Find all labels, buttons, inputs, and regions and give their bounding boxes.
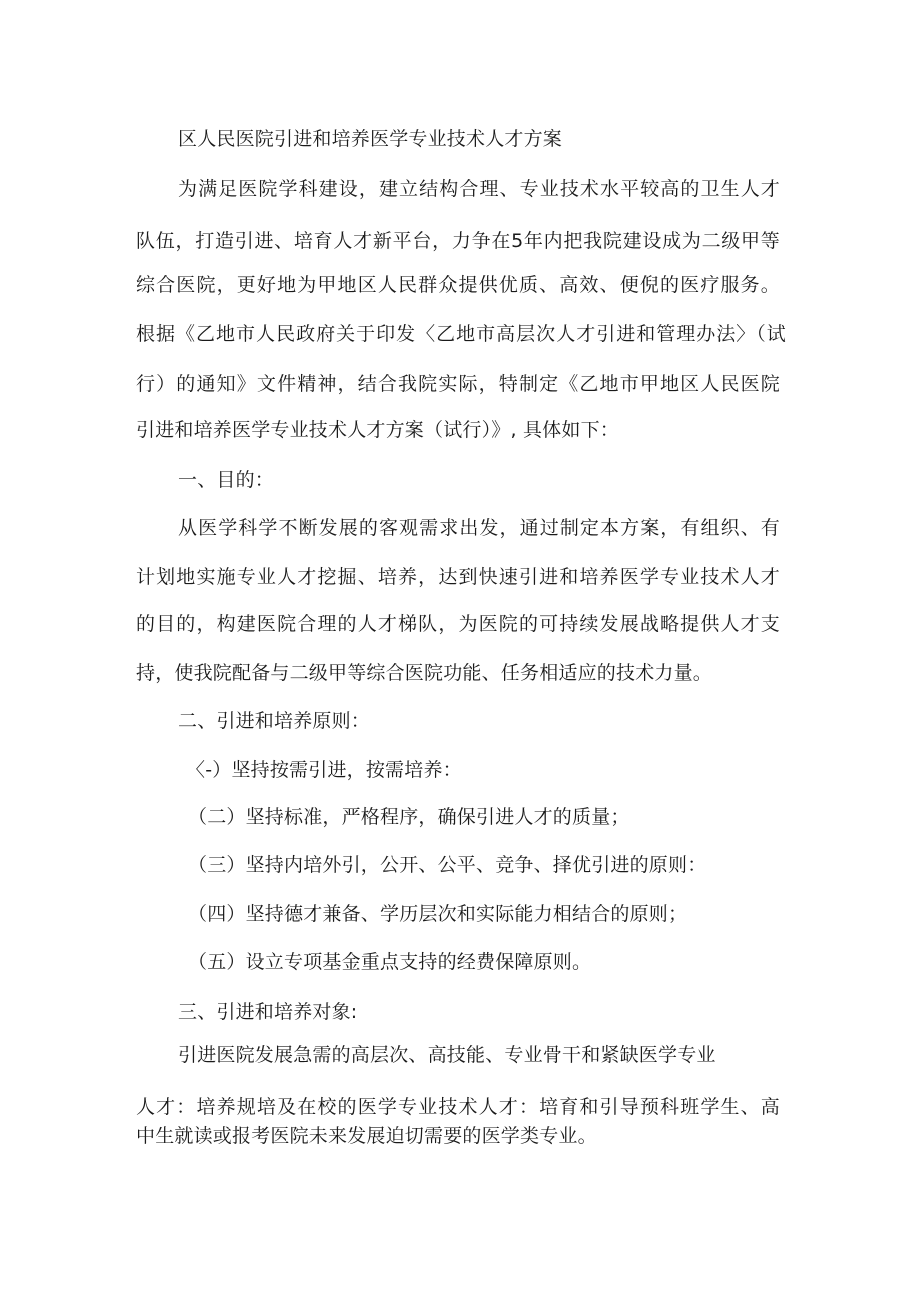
intro-line-2: 队伍，打造引进、培育人才新平台，力争在5年内把我院建设成为二级甲等 (136, 230, 780, 252)
section-2-item-2: （二）坚持标准，严格程序，确保引进人才的质量； (188, 806, 630, 828)
section-2-item-5: （五）设立专项基金重点支持的经费保障原则。 (188, 951, 592, 973)
section-1-line-1: 从医学科学不断发展的客观需求出发，通过制定本方案，有组织、有 (178, 517, 780, 539)
section-2-item-1: 〈-）坚持按需引进，按需培养： (186, 759, 462, 781)
intro-line-1: 为满足医院学科建设，建立结构合理、专业技术水平较高的卫生人才 (178, 178, 780, 200)
intro-line-3: 综合医院，更好地为甲地区人民群众提供优质、高效、便倪的医疗服务。 (136, 274, 780, 296)
section-1-line-2: 计划地实施专业人才挖掘、培养，达到快速引进和培养医学专业技术人才 (136, 566, 780, 588)
section-2-heading: 二、引进和培养原则： (178, 710, 371, 732)
section-2-item-3: （三）坚持内培外引，公开、公平、竞争、择优引进的原则： (188, 854, 707, 876)
section-3-line-1: 引进医院发展急需的高层次、高技能、专业骨干和紧缺医学专业 (178, 1044, 716, 1066)
document-title: 区人民医院引进和培养医学专业技术人才方案 (178, 128, 563, 150)
intro-line-4: 根据《乙地市人民政府关于印发〈乙地市高层次人才引进和管理办法〉（试 (136, 323, 786, 345)
section-1-line-4: 持，使我院配备与二级甲等综合医院功能、任务相适应的技术力量。 (136, 662, 713, 684)
section-3-line-2: 人才：培养规培及在校的医学专业技术人才：培育和引导预科班学生、高 (136, 1096, 780, 1118)
intro-line-6: 引进和培养医学专业技术人才方案（试行）》, 具体如下： (136, 419, 619, 441)
section-1-heading: 一、目的： (178, 469, 275, 491)
section-3-heading: 三、引进和培养对象: (178, 1001, 358, 1023)
section-1-line-3: 的目的，构建医院合理的人才梯队，为医院的可持续发展战略提供人才支 (136, 613, 780, 635)
section-3-line-3: 中生就读或报考医院未来发展迫切需要的医学类专业。 (136, 1125, 597, 1147)
section-2-item-4: （四）坚持德才兼备、学历层次和实际能力相结合的原则； (188, 903, 688, 925)
intro-line-5: 行）的通知》文件精神，结合我院实际，特制定《乙地市甲地区人民医院 (136, 373, 780, 395)
